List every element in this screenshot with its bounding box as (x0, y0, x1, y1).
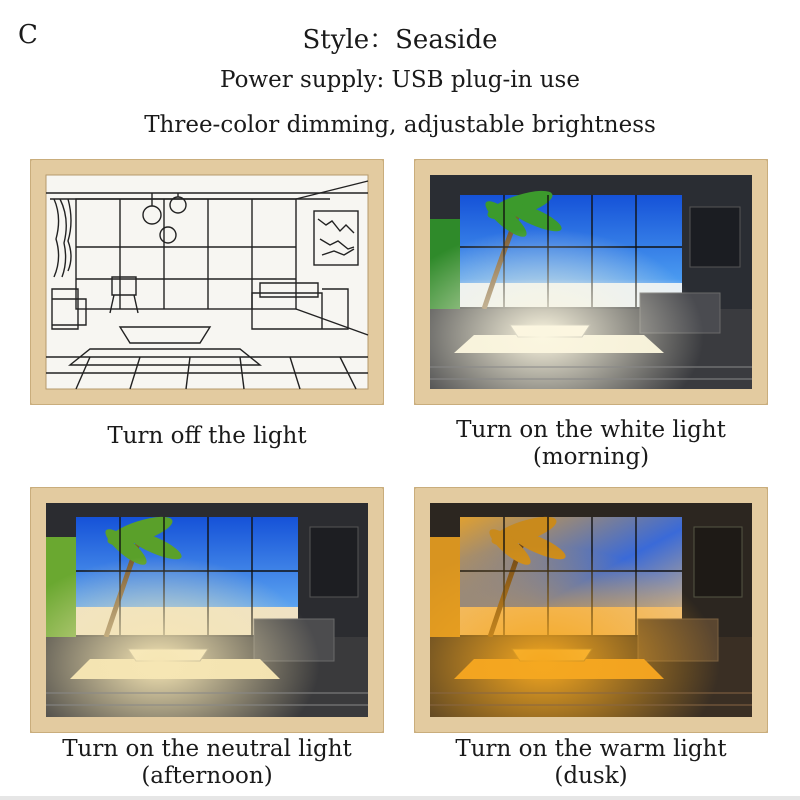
white-light-frame (414, 159, 768, 405)
warm-light-frame (414, 487, 768, 733)
caption-neutral-light (17, 736, 397, 790)
caption-white-light-text: Turn on the white light (456, 417, 726, 443)
power-supply-line: Power supply: USB plug-in use (220, 67, 580, 93)
caption-white-light (401, 417, 781, 471)
style-title: Style：Seaside (302, 25, 498, 55)
caption-neutral-light-text: Turn on the neutral light (62, 736, 352, 762)
neutral-light-frame (30, 487, 384, 733)
caption-warm-light (401, 736, 781, 790)
caption-warm-light-text: Turn on the warm light (455, 736, 727, 762)
caption-white-light-time: (morning) (532, 444, 650, 470)
neutral-light-picture (30, 487, 384, 733)
light-off-frame (30, 159, 384, 405)
light-off-picture (30, 159, 384, 405)
white-light-picture (414, 159, 768, 405)
corner-letter: C (18, 20, 38, 50)
warm-light-picture (414, 487, 768, 733)
bottom-divider (0, 796, 800, 800)
caption-warm-light-time: (dusk) (554, 763, 628, 789)
dimming-line: Three-color dimming, adjustable brightness (144, 112, 656, 138)
caption-light-off-text: Turn off the light (107, 423, 307, 449)
caption-light-off (17, 423, 397, 450)
caption-neutral-light-time: (afternoon) (141, 763, 273, 789)
